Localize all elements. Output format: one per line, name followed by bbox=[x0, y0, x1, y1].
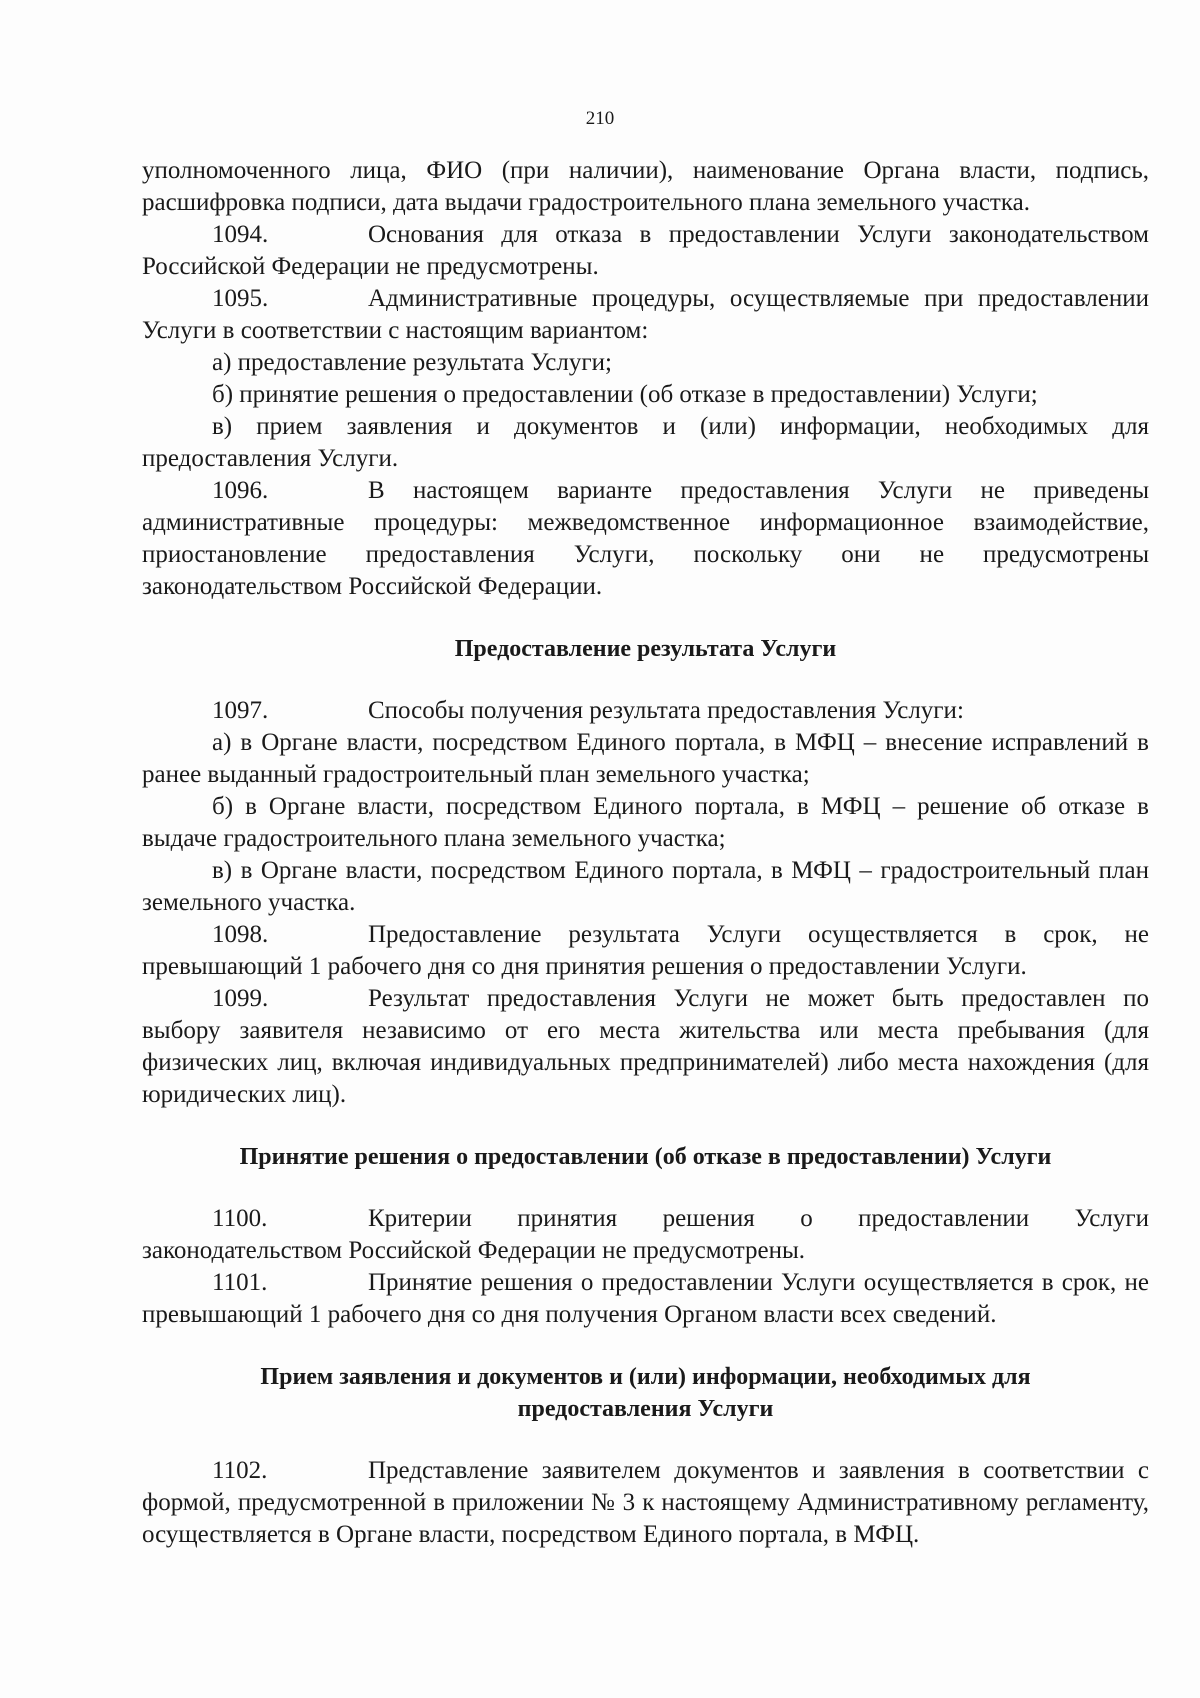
paragraph-text: Способы получения результата предоставления Услуги: bbox=[368, 697, 964, 724]
paragraph-1097 bbox=[142, 695, 1149, 727]
paragraph-number: 1094. bbox=[212, 221, 269, 248]
paragraph-number: 1099. bbox=[212, 985, 269, 1012]
list-item-1095-a: а) предоставление результата Услуги; bbox=[212, 349, 612, 376]
list-item-1097-c: в) в Органе власти, посредством Единого портала, в МФЦ – градостроительный план земельного участка. bbox=[142, 857, 1149, 916]
paragraph-1102 bbox=[142, 1455, 1149, 1551]
paragraph-text: Представление заявителем документов и заявления в соответствии с формой, предусмотренной в приложении № 3 к настоящему Административному регламенту, осуществляется в Органе власти, посредством Единого портала, в МФЦ. bbox=[142, 1457, 1149, 1548]
list-item-1097-b: б) в Органе власти, посредством Единого портала, в МФЦ – решение об отказе в выдаче градостроительного плана земельного участка; bbox=[142, 793, 1149, 852]
paragraph-text: Результат предоставления Услуги не может быть предоставлен по выбору заявителя независимо от его места жительства или места пребывания (для физических лиц, включая индивидуальных предпринимателей) либо места нахождения (для юридических лиц). bbox=[142, 985, 1149, 1108]
paragraph-text: Административные процедуры, осуществляемые при предоставлении Услуги в соответствии с настоящим вариантом: bbox=[142, 285, 1149, 344]
paragraph-number: 1098. bbox=[212, 921, 269, 948]
section-heading-decision: Принятие решения о предоставлении (об отказе в предоставлении) Услуги bbox=[239, 1144, 1052, 1170]
paragraph-1100 bbox=[142, 1203, 1149, 1267]
paragraph-1096 bbox=[142, 475, 1149, 603]
section-heading-line: предоставления Услуги bbox=[517, 1396, 774, 1422]
section-heading-line: Прием заявления и документов и (или) информации, необходимых для bbox=[260, 1364, 1031, 1390]
paragraph-intro: уполномоченного лица, ФИО (при наличии), наименование Органа власти, подпись, расшифровка подписи, дата выдачи градостроительного плана земельного участка. bbox=[142, 157, 1149, 216]
paragraph-number: 1097. bbox=[212, 697, 269, 724]
paragraph-1095 bbox=[142, 283, 1149, 347]
paragraph-1098 bbox=[142, 919, 1149, 983]
list-item-1095-b: б) принятие решения о предоставлении (об отказе в предоставлении) Услуги; bbox=[212, 381, 1038, 408]
page-number: 210 bbox=[585, 108, 615, 129]
list-item-1097-a: а) в Органе власти, посредством Единого портала, в МФЦ – внесение исправлений в ранее выданный градостроительный план земельного участка; bbox=[142, 729, 1149, 788]
paragraph-number: 1096. bbox=[212, 477, 269, 504]
paragraph-text: Предоставление результата Услуги осуществляется в срок, не превышающий 1 рабочего дня со дня принятия решения о предоставлении Услуги. bbox=[142, 921, 1149, 980]
paragraph-number: 1100. bbox=[212, 1205, 268, 1232]
paragraph-1094 bbox=[142, 219, 1149, 283]
paragraph-number: 1095. bbox=[212, 285, 269, 312]
document-body bbox=[142, 155, 1149, 1551]
paragraph-1101 bbox=[142, 1267, 1149, 1331]
list-item-1095-c: в) прием заявления и документов и (или) информации, необходимых для предоставления Услуги. bbox=[142, 413, 1149, 472]
paragraph-text: В настоящем варианте предоставления Услуги не приведены административные процедуры: межведомственное информационное взаимодействие, приостановление предоставления Услуги, поскольку они не предусмотрены законодательством Российской Федерации. bbox=[142, 477, 1149, 600]
paragraph-number: 1101. bbox=[212, 1269, 268, 1296]
paragraph-text: Основания для отказа в предоставлении Услуги законодательством Российской Федерации не предусмотрены. bbox=[142, 221, 1149, 280]
section-heading-result: Предоставление результата Услуги bbox=[454, 636, 837, 662]
paragraph-text: Критерии принятия решения о предоставлении Услуги законодательством Российской Федерации не предусмотрены. bbox=[142, 1205, 1149, 1264]
paragraph-number: 1102. bbox=[212, 1457, 268, 1484]
paragraph-text: Принятие решения о предоставлении Услуги осуществляется в срок, не превышающий 1 рабочего дня со дня получения Органом власти всех сведений. bbox=[142, 1269, 1149, 1328]
paragraph-1099 bbox=[142, 983, 1149, 1111]
section-heading-application bbox=[142, 1361, 1149, 1425]
